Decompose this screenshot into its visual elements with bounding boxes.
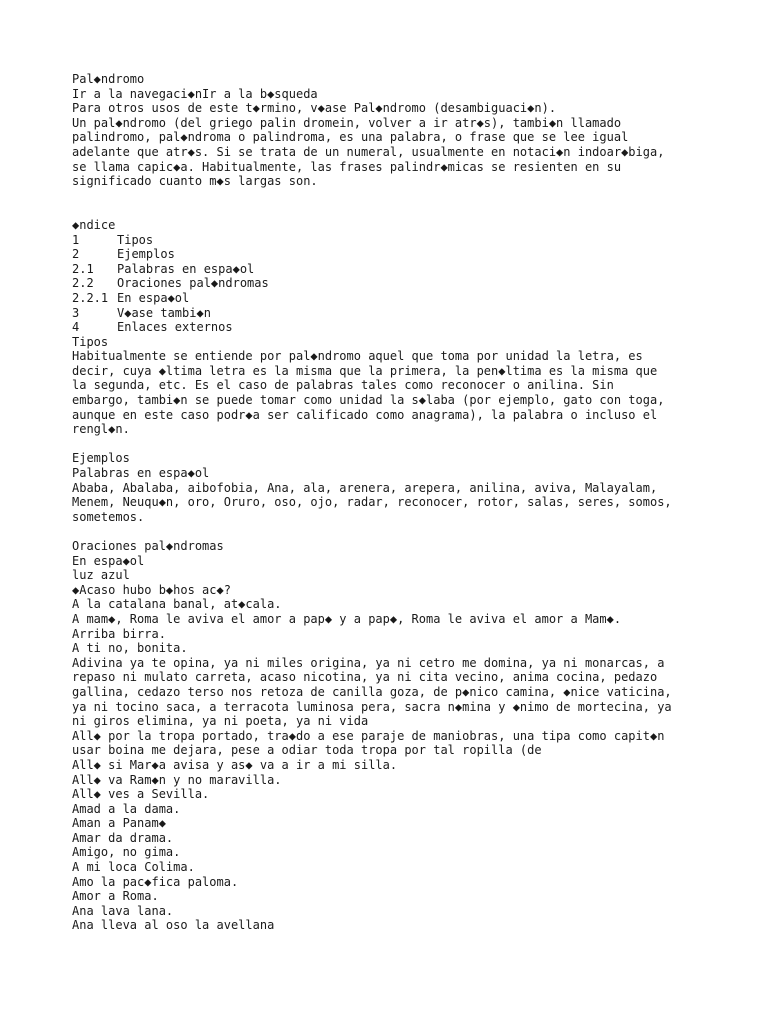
toc-number: 2.2 <box>72 276 94 291</box>
toc-number: 3 <box>72 305 80 320</box>
toc-label[interactable]: En espa◆ol <box>117 290 190 305</box>
list-item: ya ni tocino saca, a terracota luminosa pera, sacra n◆mina y ◆nimo de mortecina, ya <box>72 699 672 714</box>
spacer <box>72 203 712 218</box>
list-item: gallina, cedazo terso nos retoza de canilla goza, de p◆nico camina, ◆nice vaticina, <box>72 684 672 699</box>
toc-number: 2.2.1 <box>72 290 109 305</box>
intro-line: se llama capic◆a. Habitualmente, las frases palindr◆micas se resienten en su <box>72 159 622 174</box>
list-item: All◆ ves a Sevilla. <box>72 787 210 802</box>
list-item: luz azul <box>72 568 130 583</box>
toc-number: 2 <box>72 247 80 262</box>
intro-line: Un pal◆ndromo (del griego palin dromein, volver a ir atr◆s), tambi◆n llamado <box>72 115 622 130</box>
paragraph-line: Ababa, Abalaba, aibofobia, Ana, ala, arenera, arepera, anilina, aviva, Malayalam, <box>72 480 658 495</box>
section-ejemplos <box>72 451 712 524</box>
list-item: A mi loca Colima. <box>72 860 195 875</box>
list-item: A ti no, bonita. <box>72 641 188 656</box>
paragraph-line: embargo, tambi◆n se puede tomar como unidad la s◆laba (por ejemplo, gato con toga, <box>72 393 665 408</box>
list-item: repaso ni mulato carreta, acaso nicotina, ya ni cita vecino, anima cocina, pedazo <box>72 670 658 685</box>
paragraph-line: rengl◆n. <box>72 422 130 437</box>
document-page <box>72 72 712 933</box>
toc-item[interactable] <box>72 306 712 321</box>
toc-item[interactable] <box>72 247 712 262</box>
paragraph-line: Habitualmente se entiende por pal◆ndromo aquel que toma por unidad la letra, es <box>72 349 643 364</box>
spacer <box>72 437 712 452</box>
list-item: ni giros elimina, ya ni poeta, ya ni vida <box>72 714 369 729</box>
list-item: Amar da drama. <box>72 830 174 845</box>
list-item: All◆ por la tropa portado, tra◆do a ese paraje de maniobras, una tipa como capit◆n <box>72 728 665 743</box>
paragraph-line: Menem, Neuqu◆n, oro, Oruro, oso, ojo, radar, reconocer, rotor, salas, seres, somos, <box>72 495 672 510</box>
toc-label[interactable]: Enlaces externos <box>117 320 233 335</box>
list-item: All◆ si Mar◆a avisa y as◆ va a ir a mi silla. <box>72 757 398 772</box>
spacer <box>72 189 712 204</box>
list-item: Amor a Roma. <box>72 889 159 904</box>
subsection-heading: En espa◆ol <box>72 553 145 568</box>
section-heading: Tipos <box>72 334 109 349</box>
toc-number: 2.1 <box>72 261 94 276</box>
section-heading: Oraciones pal◆ndromas <box>72 539 224 553</box>
toc-item[interactable] <box>72 233 712 248</box>
intro-paragraph <box>72 101 712 189</box>
list-item: Arriba birra. <box>72 626 166 641</box>
intro-line: adelante que atr◆s. Si se trata de un numeral, usualmente en notaci◆n indoar◆biga, <box>72 144 665 159</box>
nav-links[interactable]: Ir a la navegaci◆nIr a la b◆squeda <box>72 86 318 101</box>
paragraph-line: decir, cuya ◆ltima letra es la misma que la primera, la pen◆ltima es la misma que <box>72 363 658 378</box>
spacer <box>72 524 712 539</box>
toc-label[interactable]: Tipos <box>117 232 154 247</box>
list-item: Ana lava lana. <box>72 903 174 918</box>
list-item: A mam◆, Roma le aviva el amor a pap◆ y a pap◆, Roma le aviva el amor a Mam◆. <box>72 611 622 626</box>
toc-heading: ◆ndice <box>72 217 116 232</box>
list-item: A la catalana banal, at◆cala. <box>72 597 282 612</box>
paragraph-line: aunque en este caso podr◆a ser calificado como anagrama), la palabra o incluso el <box>72 407 658 422</box>
paragraph-line: sometemos. <box>72 509 145 524</box>
list-item: All◆ va Ram◆n y no maravilla. <box>72 772 282 787</box>
toc-item[interactable] <box>72 320 712 335</box>
paragraph-line: la segunda, etc. Es el caso de palabras tales como reconocer o anilina. Sin <box>72 378 614 393</box>
page-title: Pal◆ndromo <box>72 72 145 86</box>
section-oraciones <box>72 539 712 933</box>
intro-line: palindromo, pal◆ndroma o palindroma, es una palabra, o frase que se lee igual <box>72 130 629 145</box>
table-of-contents <box>72 218 712 335</box>
toc-item[interactable] <box>72 262 712 277</box>
toc-item[interactable] <box>72 276 712 291</box>
list-item: Ana lleva al oso la avellana <box>72 918 275 933</box>
intro-line: significado cuanto m◆s largas son. <box>72 174 318 189</box>
toc-label[interactable]: Oraciones pal◆ndromas <box>117 276 269 291</box>
subsection-heading: Palabras en espa◆ol <box>72 466 210 481</box>
toc-number: 1 <box>72 232 80 247</box>
section-heading: Ejemplos <box>72 451 130 466</box>
toc-label[interactable]: Palabras en espa◆ol <box>117 261 255 276</box>
list-item: Amo la pac◆fica paloma. <box>72 874 239 889</box>
list-item: usar boina me dejara, pese a odiar toda tropa por tal ropilla (de <box>72 743 542 758</box>
toc-label[interactable]: V◆ase tambi◆n <box>117 305 211 320</box>
intro-line: Para otros usos de este t◆rmino, v◆ase Pal◆ndromo (desambiguaci◆n). <box>72 101 557 116</box>
list-item: ◆Acaso hubo b◆hos ac◆? <box>72 582 231 597</box>
list-item: Aman a Panam◆ <box>72 816 166 831</box>
toc-number: 4 <box>72 320 80 335</box>
toc-item[interactable] <box>72 291 712 306</box>
list-item: Amigo, no gima. <box>72 845 181 860</box>
toc-label[interactable]: Ejemplos <box>117 247 175 262</box>
list-item: Adivina ya te opina, ya ni miles origina, ya ni cetro me domina, ya ni monarcas, a <box>72 655 665 670</box>
section-tipos <box>72 335 712 437</box>
list-item: Amad a la dama. <box>72 801 181 816</box>
